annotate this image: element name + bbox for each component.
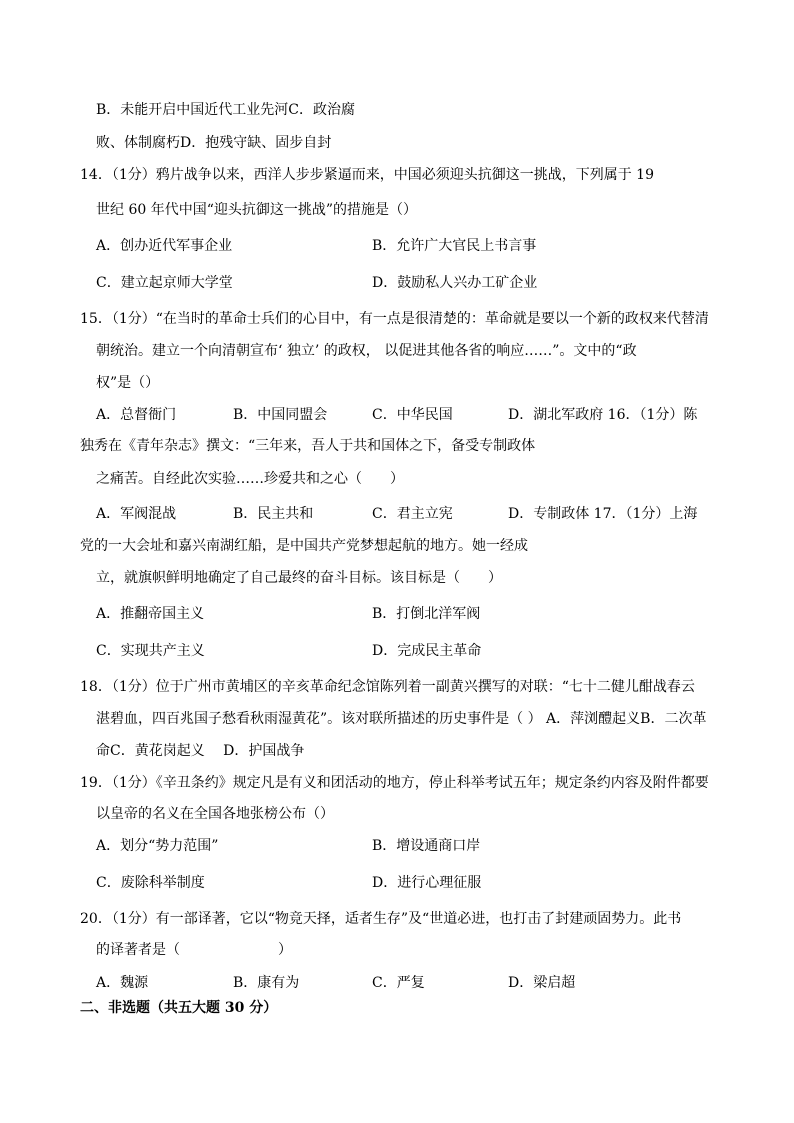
question-14-stem: 14．（1分）鸦片战争以来，西洋人步步紧逼而来，中国必须迎头抗御这一挑战，下列属于 19 xyxy=(80,167,654,183)
q19-option-b: B．增设通商口岸 xyxy=(372,838,481,854)
q16-option-b: B．民主共和 xyxy=(233,506,314,522)
question-18-stem: 18．（1分）位于广州市黄埔区的辛亥革命纪念馆陈列着一副黄兴撰写的对联：“七十二健儿酣战春云 xyxy=(80,679,695,695)
question-14-stem-cont: 世纪 60 年代中国“迎头抗御这一挑战”的措施是（） xyxy=(96,202,418,218)
q20-option-b: B．康有为 xyxy=(233,975,300,991)
question-16-stem-cont: 之痛苦。自经此次实验……珍爱共和之心（ ） xyxy=(96,471,404,487)
q17-option-a: A．推翻帝国主义 xyxy=(96,606,205,622)
q19-option-c: C．废除科举制度 xyxy=(96,875,205,891)
q16-option-c: C．君主立宪 xyxy=(372,506,453,522)
q19-option-a: A．划分“势力范围” xyxy=(96,838,219,854)
question-15-stem-cont: 朝统治。建立一个向清朝宣布‘ 独立’ 的政权， 以促进其他各省的响应……”。文中的“政 xyxy=(96,343,637,359)
q14-option-d: D．鼓励私人兴办工矿企业 xyxy=(372,275,538,291)
q16-option-d: D．专制政体 17．（1分）上海 xyxy=(508,506,698,522)
q17-option-d: D．完成民主革命 xyxy=(372,643,482,659)
question-20-stem-cont: 的译著者是（ ） xyxy=(96,942,292,958)
q17-option-c: C．实现共产主义 xyxy=(96,643,205,659)
question-15-stem-end: 权”是（） xyxy=(96,375,160,391)
question-18-options: 命C．黄花岗起义 D．护国战争 xyxy=(96,743,305,759)
question-17-stem-cont: 立，就旗帜鲜明地确定了自己最终的奋斗目标。该目标是（ ） xyxy=(96,570,502,586)
q14-option-b: B．允许广大官民上书言事 xyxy=(372,238,537,254)
q14-option-a: A．创办近代军事企业 xyxy=(96,238,233,254)
q15-option-b: B．中国同盟会 xyxy=(233,407,328,423)
question-18-stem-cont: 湛碧血，四百兆国子愁看秋雨湿黄花”。该对联所描述的历史事件是（ ） A．萍浏醴起义B．二次革 xyxy=(96,711,707,727)
q13-option-c-d: 败、体制腐朽D．抱残守缺、固步自封 xyxy=(96,135,332,151)
question-19-stem: 19．（1分）《辛丑条约》规定凡是有义和团活动的地方，停止科举考试五年；规定条约内容及附件都要 xyxy=(80,775,709,791)
q13-option-b-c: B．未能开启中国近代工业先河C．政治腐 xyxy=(96,102,355,118)
question-19-stem-cont: 以皇帝的名义在全国各地张榜公布（） xyxy=(96,806,334,822)
q20-option-a: A．魏源 xyxy=(96,975,149,991)
question-15-stem: 15．（1分）“在当时的革命士兵们的心目中，有一点是很清楚的：革命就是要以一个新的政权来代替清 xyxy=(80,311,709,327)
q20-option-c: C．严复 xyxy=(372,975,425,991)
q19-option-d: D．进行心理征服 xyxy=(372,875,482,891)
q16-option-a: A．军阀混战 xyxy=(96,506,177,522)
question-20-stem: 20．（1分）有一部译著，它以“物竞天择，适者生存”及“世道必进，也打击了封建顽固势力。此书 xyxy=(80,911,682,927)
q15-option-a: A．总督衙门 xyxy=(96,407,177,423)
question-16-stem: 独秀在《青年杂志》撰文：“三年来，吾人于共和国体之下，备受专制政体 xyxy=(80,438,536,454)
q15-option-d: D．湖北军政府 16．（1分）陈 xyxy=(508,407,698,423)
q15-option-c: C．中华民国 xyxy=(372,407,453,423)
q17-option-b: B．打倒北洋军阀 xyxy=(372,606,481,622)
q14-option-c: C．建立起京师大学堂 xyxy=(96,275,233,291)
question-17-stem: 党的一大会址和嘉兴南湖红船，是中国共产党梦想起航的地方。她一经成 xyxy=(80,538,528,554)
section-heading: 二、非选题（共五大题 30 分） xyxy=(80,1000,278,1016)
q20-option-d: D．梁启超 xyxy=(508,975,576,991)
